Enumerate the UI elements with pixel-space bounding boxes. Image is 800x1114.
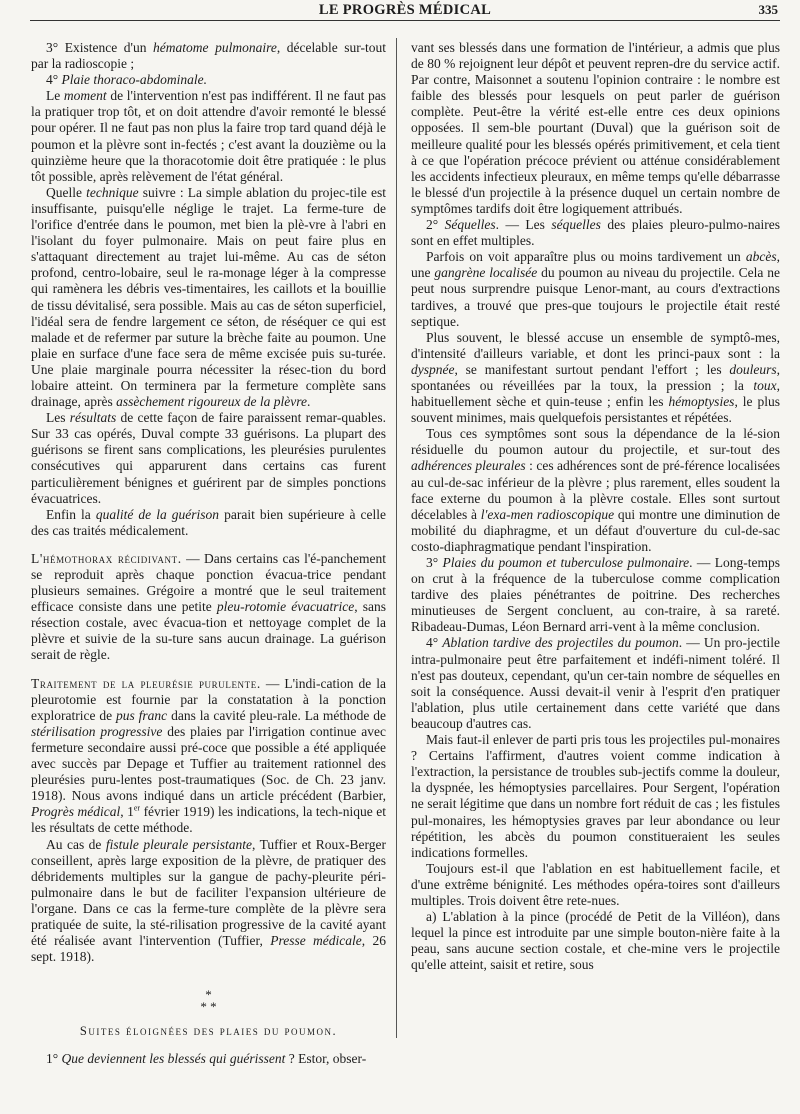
subheading: L'hémothorax récidivant. xyxy=(31,550,182,566)
right-column xyxy=(411,40,780,973)
paragraph: 3° Existence d'un hématome pulmonaire, décelable sur-tout par la radioscopie ; xyxy=(31,40,387,72)
paragraph: 4° Ablation tardive des projectiles du poumon. — Un pro-jectile intra-pulmonaire peut être parfaitement et indéfi-niment toléré. Il n'est pas douteux, cependant, qu'un cer-tain nombre de séquelles en soit la conséquence. Aussi devait-il venir à l'esprit d'en pratiquer l'ablation, plus utile certainement dans cette variété que dans beaucoup d'autres cas. xyxy=(411,635,780,731)
column-divider xyxy=(396,38,397,1038)
paragraph: 4° Plaie thoraco-abdominale. xyxy=(46,72,208,88)
paragraph: 1° Que deviennent les blessés qui guérissent ? Estor, obser- xyxy=(46,1051,367,1067)
paragraph: Plus souvent, le blessé accuse un ensemble de symptô-mes, d'intensité d'ailleurs variable, et dont les princi-paux sont : la dyspnée, se manifestant surtout pendant l'effort ; les douleurs, spontanées ou réveillées par la toux, la pression ; la toux, habituellement sèche et quin-teuse ; enfin les hémoptysies, le plus souvent minimes, mais quelquefois persistantes et répétées. xyxy=(411,329,780,426)
section-asterisks: * * * xyxy=(200,987,217,1015)
paragraph: Toujours est-il que l'ablation en est habituellement facile, et d'une extrême bénignité. Les méthodes opéra-toires sont d'ailleurs multiples. Trois doivent être rete-nues. xyxy=(411,860,780,908)
paragraph: Le moment de l'intervention n'est pas indifférent. Il ne faut pas la pratiquer trop tôt, et on doit attendre d'avoir remonté le blessé pour opérer. Il ne faut pas non plus la faire trop tard quand déjà le poumon et la plèvre sont in-fectés ; c'est avant la douzième ou la quinzième heure que la thoracotomie doit être pratiquée : le plus tôt possible, après relèvement de l'état général. xyxy=(31,88,386,184)
running-title: LE PROGRÈS MÉDICAL xyxy=(318,2,492,18)
paragraph: a) L'ablation à la pince (procédé de Petit de la Villéon), dans lequel la pince est introduite par une simple bouton-nière faite à la peau, sans aucune section costale, et che-mine vers le projectile qu'elle atteint, saisit et retire, sous xyxy=(411,909,780,973)
section-title: Suites éloignées des plaies du poumon. xyxy=(79,1024,338,1039)
subheading: Traitement de la pleurésie purulente. xyxy=(31,675,261,691)
paragraph: vant ses blessés dans une formation de l'intérieur, a admis que plus de 80 % rejoignent leur dépôt et peuvent repren-dre du service actif. Par contre, Maisonnet a soutenu l'opinion contraire : le nombre est faible des blessés pour lesquels on peut parler de guérison complète. Peut-être la vérité est-elle entre ces deux opinions opposées. Il sem-ble pourtant (Duval) que la guérison soit de meilleure qualité pour les blessés opérés primitivement, et cela tient à ce que l'opération précoce prévient ou atténue considérablement les accidents infectieux pleuraux, en même temps qu'elle débarrasse le blessé d'un projectile à la présence duquel un certain nombre de symptômes tardifs doit être logiquement attribués. xyxy=(411,40,780,216)
page-number: 335 xyxy=(758,2,778,17)
paragraph: Mais faut-il enlever de parti pris tous les projectiles pul-monaires ? Certains l'affirment, d'autres voient comme indication à l'extraction, la persistance de troubles sub-jectifs comme la douleur, la dyspnée, les hémoptysies parcellaires. Pour Sergent, l'opération ne serait légitime que dans un nombre fort réduit de cas ; les fistules pul-monaires, les hémoptysies graves par leur abondance ou leur répétition, les abcès du poumon constitueraient les seules indications formelles. xyxy=(411,732,780,860)
paragraph: Tous ces symptômes sont sous la dépendance de la lé-sion résiduelle du poumon autour du projectile, et sur-tout des adhérences pleurales : ces adhérences sont de pré-férence localisées au cul-de-sac inférieur de la plèvre ; plus rarement, elles soudent la face externe du poumon à la plèvre costale. Elles sont surtout décelables à l'exa-men radioscopique qui montre une diminution de mobilité du diaphragme, et un défaut d'ouverture du cul-de-sac costo-diaphragmatique pendant l'inspiration. xyxy=(411,426,780,554)
page-header xyxy=(30,0,780,21)
paragraph-hemothorax: L'hémothorax récidivant. — Dans certains cas l'é-panchement se reproduit après chaque ponction évacua-trice pendant plusieurs semaines. Grégoire a montré que le seul traitement efficace consiste dans une petite pleu-rotomie évacuatrice, sans résection costale, avec évacua-tion et nettoyage complet de la plèvre et suivie de la su-ture sans aucun drainage. La guérison serait de règle. xyxy=(31,550,386,663)
paragraph: Quelle technique suivre : La simple ablation du projec-tile est insuffisante, puisqu'elle néglige le trajet. La ferme-ture de l'orifice d'entrée dans le poumon, met bien la plè-vre à l'abri en l'isolant du foyer pulmonaire. Mais on peut faire plus en s'attaquant directement au trajet lui-même. Au cas de séton profond, centro-lobaire, seul le ra-monage léger à la compresse qui ramènera les débris ves-timentaires, les caillots et la bouillie de tissu dévitalisé, sera possible. Mais au cas de séton superficiel, l'idéal sera de fendre largement ce séton, de réséquer ce qui est malade et de refermer par suture la brèche faite au poumon. Une plaie en surface d'une face sera de même excisée puis su-turée. Une plaie marginale pourra nécessiter la résec-tion du bord lobaire atteint. On terminera par la fermeture complète sans drainage, après assèchement rigoureux de la plèvre. xyxy=(31,184,386,410)
paragraph: Les résultats de cette façon de faire paraissent remar-quables. Sur 33 cas opérés, Duval compte 33 guérisons. La plupart des guérisons se firent sans complications, les pleurésies purulentes consécutives qui apparurent dans certains cas furent particulièrement bénignes et guérirent par de simples ponctions évacuatrices. xyxy=(31,410,386,506)
left-column xyxy=(31,40,386,1067)
paragraph-pleuresie: Traitement de la pleurésie purulente. — L'indi-cation de la pleurotomie est fournie par la constatation à la ponction exploratrice de pus franc dans la cavité pleu-rale. La méthode de stérilisation progressive des plaies par l'irrigation continue avec fermeture secondaire aussi pré-coce que possible a été appliquée avec succès par Depage et Tuffier au traitement rationnel des pleurésies puru-lentes post-traumatiques (Soc. de Ch. 23 janv. 1918). Nous avons indiqué dans un article précédent (Barbier, Progrès médical, 1er février 1919) les indications, la tech-nique et les résultats de cette méthode. xyxy=(31,675,387,836)
paragraph: 2° Séquelles. — Les séquelles des plaies pleuro-pulmo-naires sont en effet multiples. xyxy=(411,217,780,249)
paragraph: Parfois on voit apparaître plus ou moins tardivement un abcès, une gangrène localisée du poumon au niveau du projectile. Cela ne peut nous surprendre puisque Lenor-mant, au cours d'extractions tardives, a trouvé que pres-que toujours le projectile était resté septique. xyxy=(411,249,780,329)
paragraph: Au cas de fistule pleurale persistante, Tuffier et Roux-Berger conseillent, après large exposition de la plèvre, de pratiquer des débridements multiples sur la gangue de pachy-pleurite péri-pulmonaire dans le but de faciliter l'expansion ultérieure de l'organe. Dans ce cas la ferme-ture complète de la plèvre sera pratiquée de suite, la sté-rilisation progressive de la cavité ayant été réalisée avant l'intervention (Tuffier, Presse médicale, 26 sept. 1918). xyxy=(31,836,387,965)
paragraph: 3° Plaies du poumon et tuberculose pulmonaire. — Long-temps on crut à la fréquence de la tuberculose comme complication tardive des plaies pénétrantes de poitrine. Des recherches minutieuses de Sergent concluent, au con-traire, à sa rareté. Ribadeau-Dumas, Léon Bernard arri-vent à la même conclusion. xyxy=(411,555,780,635)
paragraph: Enfin la qualité de la guérison parait bien supérieure à celle des cas traités médicalement. xyxy=(31,506,386,538)
